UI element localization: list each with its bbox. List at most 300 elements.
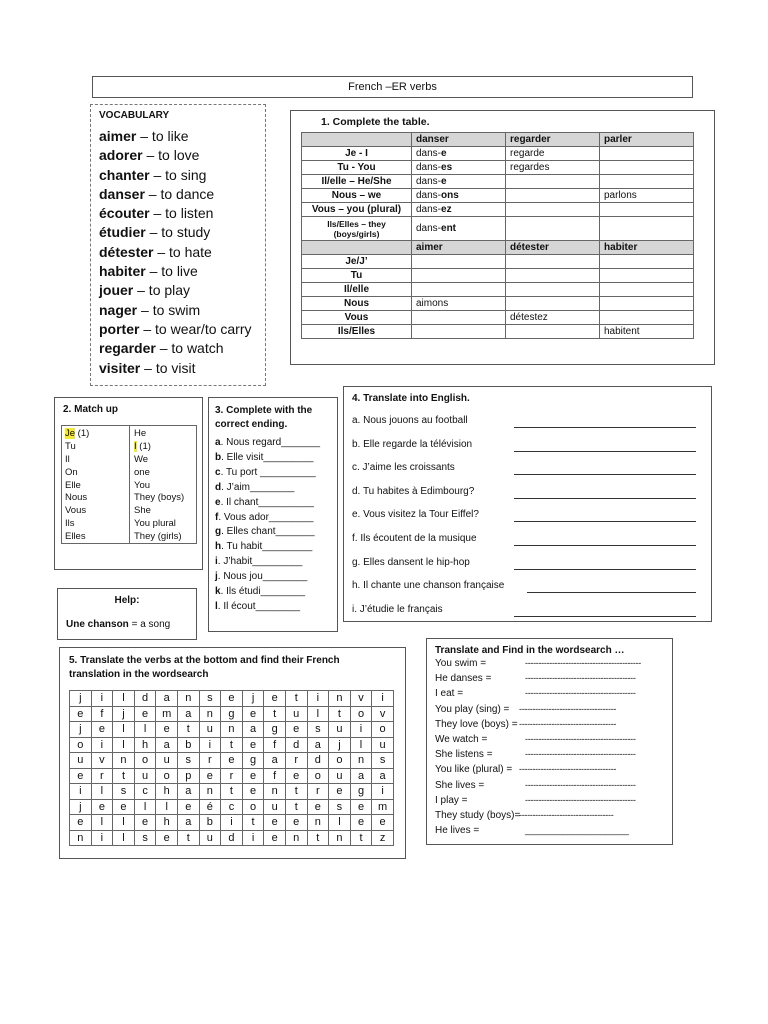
ending-item (215, 481, 331, 496)
translate-box (343, 386, 712, 622)
ending-letter: a (215, 437, 221, 448)
wordsearch-heading (69, 654, 340, 682)
answer-line (514, 474, 696, 475)
pronoun-word: Je (65, 428, 76, 439)
ending-letter: g (215, 526, 222, 538)
answer-line (514, 451, 696, 452)
wordsearch-letter: n (199, 784, 221, 800)
wordsearch-letter: e (372, 815, 394, 831)
wordsearch-letter: i (91, 737, 113, 753)
wordsearch-letter: a (372, 768, 394, 784)
match-up-box (54, 397, 203, 570)
ending-text: . Tu port __________ (220, 466, 316, 478)
help-text (66, 619, 170, 630)
pronoun-word: On (65, 466, 78, 478)
table-pronoun: Il/elle – He/She (302, 175, 412, 189)
ending-item (215, 436, 331, 451)
find-prompt: He danses = (435, 673, 492, 685)
wordsearch-letter: o (242, 799, 264, 815)
wordsearch-letter: b (177, 737, 199, 753)
vocabulary-french-verb: étudier (99, 224, 146, 241)
wordsearch-letter: t (285, 799, 307, 815)
ending-text: . Il écout________ (217, 600, 301, 612)
wordsearch-letter: e (242, 706, 264, 722)
table-header-verb: regarder (506, 133, 600, 147)
vocabulary-english-meaning: – to watch (155, 340, 224, 357)
table-cell (506, 325, 600, 339)
find-answer-line: ------------------------------------ (519, 764, 617, 775)
cell-ending: ons (441, 190, 459, 201)
table-cell (412, 203, 506, 217)
find-answer-line: ----------------------------------------- (525, 749, 636, 760)
wordsearch-letter: l (113, 830, 135, 846)
wordsearch-letter: e (91, 722, 113, 738)
translate-heading: 4. Translate into English. (352, 393, 470, 404)
wordsearch-letter: l (134, 799, 156, 815)
pronoun-word: I (134, 440, 137, 452)
ending-text: . Tu habit_________ (221, 541, 313, 553)
ending-text: . Elle visit_________ (221, 451, 314, 463)
vocabulary-french-verb: nager (99, 301, 138, 318)
wordsearch-letter: n (70, 830, 92, 846)
table-cell (506, 255, 600, 269)
vocabulary-french-verb: écouter (99, 205, 150, 222)
wordsearch-letter: o (372, 722, 394, 738)
wordsearch-letter: l (113, 815, 135, 831)
table-pronoun: Nous – we (302, 189, 412, 203)
wordsearch-letter: i (91, 830, 113, 846)
vocabulary-heading: VOCABULARY (99, 110, 170, 121)
table-cell (412, 325, 506, 339)
ending-item (215, 451, 331, 466)
vocabulary-item (99, 223, 257, 242)
table-cell (600, 283, 694, 297)
vocabulary-english-meaning: – to live (145, 263, 198, 280)
table-header-blank (302, 241, 412, 255)
wordsearch-letter: n (113, 753, 135, 769)
help-definition: = a song (128, 619, 171, 630)
table-row (302, 311, 694, 325)
vocabulary-french-verb: aimer (99, 128, 137, 144)
vocabulary-english-meaning: – to play (133, 282, 191, 299)
table-header-verb: parler (600, 133, 694, 147)
wordsearch-letter: h (134, 737, 156, 753)
ending-text: . J’habit_________ (217, 556, 303, 568)
table-row (302, 269, 694, 283)
table-pronoun: Vous – you (plural) (302, 203, 412, 217)
translate-sentence: a. Nous jouons au football (352, 415, 468, 426)
ending-item (215, 585, 331, 600)
wordsearch-letter: e (350, 799, 372, 815)
pronoun-word: We (134, 453, 149, 465)
wordsearch-letter: l (91, 815, 113, 831)
wordsearch-letter: u (199, 830, 221, 846)
help-heading: Help: (114, 595, 140, 606)
wordsearch-letter: a (264, 753, 286, 769)
pronoun-word: Elle (65, 479, 81, 491)
wordsearch-letter: e (199, 768, 221, 784)
cell-stem: dans- (416, 204, 442, 215)
wordsearch-letter: l (350, 737, 372, 753)
wordsearch-letter: i (221, 815, 243, 831)
wordsearch-row (70, 830, 394, 846)
wordsearch-letter: d (285, 737, 307, 753)
vocabulary-french-verb: jouer (99, 282, 134, 299)
pronoun-word: She (134, 505, 151, 517)
wordsearch-letter: s (307, 722, 329, 738)
table-cell (600, 255, 694, 269)
wordsearch-letter: u (70, 753, 92, 769)
wordsearch-letter: u (285, 706, 307, 722)
wordsearch-letter: a (350, 768, 372, 784)
french-pronoun (65, 428, 89, 441)
table-cell (506, 203, 600, 217)
answer-line (514, 521, 696, 522)
wordsearch-letter: e (329, 784, 351, 800)
find-prompt: They study (boys)= (435, 810, 521, 821)
wordsearch-letter: a (177, 784, 199, 800)
wordsearch-letter: n (285, 830, 307, 846)
vocabulary-french-verb: regarder (99, 340, 156, 357)
complete-ending-box (208, 397, 338, 632)
wordsearch-letter: g (221, 706, 243, 722)
vocabulary-item (99, 243, 257, 262)
vocabulary-english-meaning: – to love (142, 147, 200, 164)
wordsearch-letter: m (372, 799, 394, 815)
conjugation-table (301, 132, 694, 339)
vocabulary-item (99, 127, 257, 146)
wordsearch-letter: e (242, 768, 264, 784)
wordsearch-box (59, 647, 406, 859)
wordsearch-letter: n (264, 784, 286, 800)
table-cell (600, 203, 694, 217)
wordsearch-letter: c (134, 784, 156, 800)
ending-text: . Il chant__________ (220, 496, 314, 508)
vocabulary-english-meaning: – to hate (153, 243, 212, 260)
table-cell (600, 311, 694, 325)
pronoun-word: They (girls) (134, 531, 182, 543)
vocabulary-english-meaning: – to swim (137, 301, 201, 318)
wordsearch-letter: i (199, 737, 221, 753)
wordsearch-letter: v (372, 706, 394, 722)
table-cell (412, 269, 506, 283)
wordsearch-letter: n (329, 691, 351, 707)
answer-line (514, 427, 696, 428)
wordsearch-letter: e (264, 815, 286, 831)
find-prompt: He lives = (435, 825, 480, 837)
table-cell: détestez (506, 311, 600, 325)
vocabulary-english-meaning: – to visit (140, 359, 196, 376)
pronoun-word: Tu (65, 440, 76, 452)
wordsearch-letter: j (70, 799, 92, 815)
table-cell: regarde (506, 147, 600, 161)
wordsearch-letter: i (307, 691, 329, 707)
wordsearch-letter: n (177, 691, 199, 707)
ending-letter: h (215, 541, 222, 553)
table-row (302, 325, 694, 339)
wordsearch-letter: t (307, 830, 329, 846)
translate-find-box (426, 638, 673, 845)
table-header-row (302, 241, 694, 255)
pronoun-word: one (134, 466, 150, 478)
vocabulary-french-verb: habiter (99, 263, 146, 280)
find-answer-line: ----------------------------------- (519, 810, 614, 820)
answer-line (514, 545, 696, 546)
find-prompt: I play = (435, 794, 468, 806)
table-row (302, 175, 694, 189)
complete-ending-list (215, 436, 331, 615)
english-pronoun (134, 480, 184, 493)
help-term: Une chanson (66, 619, 129, 630)
find-prompt: You swim = (435, 658, 487, 669)
vocabulary-item (99, 281, 257, 300)
table-cell: habitent (600, 325, 694, 339)
wordsearch-letter: i (91, 691, 113, 707)
table-pronoun: Ils/Elles (302, 325, 412, 339)
french-pronoun (65, 531, 89, 544)
wordsearch-letter: t (221, 784, 243, 800)
table-cell: regardes (506, 161, 600, 175)
wordsearch-letter: l (113, 737, 135, 753)
conjugation-table-box (290, 110, 715, 365)
vocabulary-english-meaning: – to listen (149, 205, 214, 222)
wordsearch-row (70, 691, 394, 707)
wordsearch-letter: l (134, 722, 156, 738)
wordsearch-letter: n (199, 706, 221, 722)
wordsearch-letter: t (285, 691, 307, 707)
ending-letter: i (215, 556, 218, 568)
find-prompt: You play (sing) = (435, 703, 510, 715)
wordsearch-letter: m (156, 706, 178, 722)
ending-item (215, 466, 331, 481)
table-header-verb: aimer (412, 241, 506, 255)
ending-letter: f (215, 511, 219, 523)
table-row (302, 203, 694, 217)
french-pronoun (65, 518, 89, 531)
ending-text: . Nous jou________ (217, 571, 308, 583)
answer-line (514, 498, 696, 499)
vocabulary-english-meaning: – to wear/to carry (139, 320, 252, 337)
english-pronoun (134, 467, 184, 480)
wordsearch-letter: h (156, 815, 178, 831)
wordsearch-letter: f (264, 768, 286, 784)
wordsearch-letter: t (264, 706, 286, 722)
complete-ending-heading: 3. Complete with the correct ending. (215, 405, 313, 430)
table-pronoun: Vous (302, 311, 412, 325)
table-cell (412, 311, 506, 325)
find-prompt: We watch = (435, 734, 488, 745)
wordsearch-letter: b (199, 815, 221, 831)
wordsearch-letter: e (177, 799, 199, 815)
translate-find-heading: Translate and Find in the wordsearch … (435, 645, 625, 656)
table-cell (506, 283, 600, 297)
wordsearch-letter: o (156, 768, 178, 784)
wordsearch-letter: s (134, 830, 156, 846)
pronoun-word: Nous (65, 492, 88, 504)
pronoun-word: Vous (65, 505, 87, 517)
table-pronoun: Je/J’ (302, 255, 412, 269)
wordsearch-letter: s (199, 691, 221, 707)
cell-stem: dans- (416, 223, 442, 234)
table-row (302, 217, 694, 241)
wordsearch-letter: r (91, 768, 113, 784)
wordsearch-letter: j (242, 691, 264, 707)
wordsearch-letter: e (221, 691, 243, 707)
wordsearch-letter: l (307, 706, 329, 722)
wordsearch-letter: r (221, 768, 243, 784)
wordsearch-letter: t (221, 737, 243, 753)
translate-sentence: d. Tu habites à Edimbourg? (352, 485, 475, 497)
find-answer-line: ----------------------------------------- (525, 688, 636, 699)
english-pronoun (134, 454, 184, 467)
ending-item (215, 600, 331, 615)
wordsearch-letter: e (242, 784, 264, 800)
wordsearch-letter: e (134, 706, 156, 722)
column-divider (129, 426, 130, 543)
pronoun-word: He (134, 428, 147, 439)
french-pronoun (65, 480, 89, 493)
table-cell (506, 269, 600, 283)
table-row (302, 255, 694, 269)
translate-sentence: h. Il chante une chanson française (352, 580, 505, 592)
table-pronoun: Nous (302, 297, 412, 311)
wordsearch-letter: e (307, 799, 329, 815)
table-cell (412, 175, 506, 189)
wordsearch-letter: t (177, 722, 199, 738)
wordsearch-letter: t (177, 830, 199, 846)
table-cell (412, 297, 506, 311)
wordsearch-heading-line2: translation in the wordsearch (69, 669, 209, 680)
wordsearch-letter: e (350, 815, 372, 831)
find-answer-line: ----------------------------------------- (525, 673, 636, 684)
french-pronoun (65, 441, 89, 454)
wordsearch-letter: u (134, 768, 156, 784)
wordsearch-letter: a (177, 706, 199, 722)
english-pronoun (134, 531, 184, 544)
vocabulary-english-meaning: – to study (145, 224, 211, 241)
match-marker: (1) (136, 440, 151, 452)
ending-text: . Nous regard_______ (220, 437, 321, 448)
wordsearch-letter: u (372, 737, 394, 753)
pronoun-word: You plural (134, 518, 176, 530)
wordsearch-letter: a (156, 691, 178, 707)
table-header-row (302, 133, 694, 147)
table-header-verb: détester (506, 241, 600, 255)
ending-text: . J’aim________ (221, 481, 295, 493)
vocabulary-item (99, 301, 257, 320)
vocabulary-box (90, 104, 266, 386)
wordsearch-letter: e (285, 722, 307, 738)
table-cell (506, 175, 600, 189)
find-answer-line: ------------------------------------------- (525, 658, 641, 668)
wordsearch-letter: d (221, 830, 243, 846)
wordsearch-letter: a (307, 737, 329, 753)
wordsearch-letter: u (264, 799, 286, 815)
ending-letter: e (215, 496, 221, 508)
table-row (302, 283, 694, 297)
table-header-verb: habiter (600, 241, 694, 255)
wordsearch-letter: f (91, 706, 113, 722)
table-pronoun: Il/elle (302, 283, 412, 297)
translate-sentence: i. J’étudie le français (352, 603, 443, 615)
wordsearch-letter: u (329, 768, 351, 784)
ending-letter: k (215, 586, 221, 598)
ending-letter: c (215, 466, 221, 478)
ending-item (215, 496, 331, 511)
cell-ending: e (441, 176, 447, 187)
french-pronoun (65, 505, 89, 518)
ending-item (215, 511, 331, 526)
find-prompt: I eat = (435, 688, 464, 700)
vocabulary-french-verb: chanter (99, 166, 150, 183)
wordsearch-letter: é (199, 799, 221, 815)
wordsearch-letter: i (350, 722, 372, 738)
wordsearch-letter: l (113, 722, 135, 738)
match-up-heading: 2. Match up (63, 404, 119, 415)
vocabulary-item (99, 320, 257, 339)
table-cell: parlons (600, 189, 694, 203)
table-pronoun: Tu - You (302, 161, 412, 175)
table-row (302, 147, 694, 161)
wordsearch-letter: e (242, 737, 264, 753)
vocabulary-english-meaning: – to dance (144, 185, 215, 202)
wordsearch-letter: i (372, 784, 394, 800)
cell-stem: dans- (416, 190, 442, 201)
wordsearch-letter: i (372, 691, 394, 707)
vocabulary-item (99, 359, 257, 378)
english-pronoun (134, 441, 184, 454)
wordsearch-letter: i (242, 830, 264, 846)
table-cell (412, 161, 506, 175)
wordsearch-letter: n (329, 830, 351, 846)
find-answer-line: ----------------------------------------- (525, 779, 636, 790)
ending-letter: b (215, 451, 222, 463)
wordsearch-letter: u (199, 722, 221, 738)
table-header-blank (302, 133, 412, 147)
vocabulary-french-verb: visiter (99, 359, 141, 376)
wordsearch-letter: f (264, 737, 286, 753)
wordsearch-letter: i (70, 784, 92, 800)
wordsearch-letter: t (350, 830, 372, 846)
table-row (302, 189, 694, 203)
vocabulary-french-verb: détester (99, 243, 154, 260)
wordsearch-letter: u (156, 753, 178, 769)
wordsearch-letter: e (70, 768, 92, 784)
cell-stem: dans- (416, 148, 442, 159)
table-row (302, 297, 694, 311)
table-cell (412, 189, 506, 203)
wordsearch-grid (69, 690, 394, 846)
pronoun-word: Il (65, 453, 70, 465)
wordsearch-letter: t (285, 784, 307, 800)
table-cell (600, 147, 694, 161)
cell-stem: dans- (416, 176, 442, 187)
vocabulary-item (99, 166, 257, 185)
wordsearch-letter: l (91, 784, 113, 800)
ending-letter: l (215, 600, 218, 612)
wordsearch-letter: s (113, 784, 135, 800)
wordsearch-letter: l (156, 799, 178, 815)
table-cell (412, 147, 506, 161)
wordsearch-row (70, 768, 394, 784)
table-heading: 1. Complete the table. (321, 116, 430, 128)
wordsearch-letter: l (113, 691, 135, 707)
wordsearch-letter: n (350, 753, 372, 769)
vocabulary-item (99, 146, 257, 165)
table-cell (412, 283, 506, 297)
table-pronoun: Je - I (302, 147, 412, 161)
table-cell (506, 297, 600, 311)
